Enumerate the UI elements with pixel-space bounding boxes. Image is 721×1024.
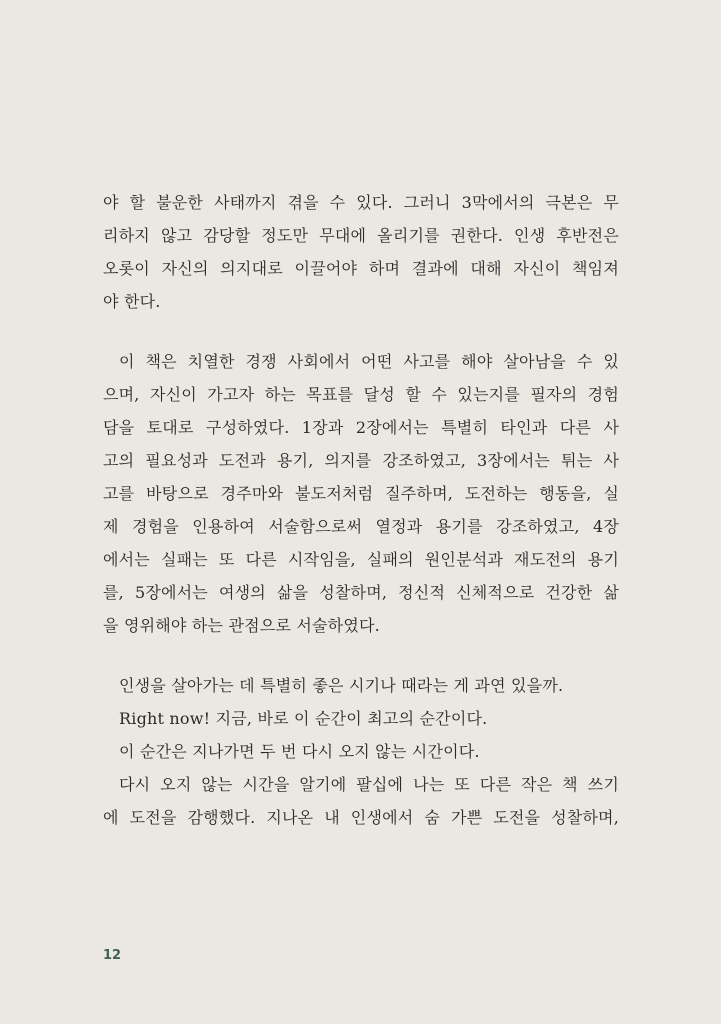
text-line: 을 영위해야 하는 관점으로 서술하였다.: [103, 616, 380, 635]
text-line: 다시 오지 않는 시간을 알기에 팔십에 나는 또 다른 작은 책 쓰기: [119, 775, 619, 794]
page-body: [103, 186, 619, 834]
text-line: 리하지 않고 감당할 정도만 무대에 올리기를 권한다. 인생 후반전은: [103, 226, 619, 245]
text-line: Right now! 지금, 바로 이 순간이 최고의 순간이다.: [119, 709, 488, 728]
paragraph-spacer: [103, 642, 619, 669]
paragraph-3: [103, 669, 619, 834]
paragraph-2: [103, 345, 619, 642]
text-line: 고의 필요성과 도전과 용기, 의지를 강조하였고, 3장에서는 튀는 사: [103, 451, 619, 470]
paragraph-spacer: [103, 318, 619, 345]
text-line: 이 순간은 지나가면 두 번 다시 오지 않는 시간이다.: [119, 742, 480, 761]
text-line: 고를 바탕으로 경주마와 불도저처럼 질주하며, 도전하는 행동을, 실: [103, 484, 619, 503]
text-line: 인생을 살아가는 데 특별히 좋은 시기나 때라는 게 과연 있을까.: [119, 676, 564, 695]
text-line: 에서는 실패는 또 다른 시작임을, 실패의 원인분석과 재도전의 용기: [103, 550, 619, 569]
text-line: 야 할 불운한 사태까지 겪을 수 있다. 그러니 3막에서의 극본은 무: [103, 193, 619, 212]
text-line: 이 책은 치열한 경쟁 사회에서 어떤 사고를 해야 살아남을 수 있: [119, 352, 619, 371]
text-line: 에 도전을 감행했다. 지나온 내 인생에서 숨 가쁜 도전을 성찰하며,: [103, 808, 619, 827]
text-line: 담을 토대로 구성하였다. 1장과 2장에서는 특별히 타인과 다른 사: [103, 418, 619, 437]
text-line: 제 경험을 인용하여 서술함으로써 열정과 용기를 강조하였고, 4장: [103, 517, 619, 536]
text-line: 오롯이 자신의 의지대로 이끌어야 하며 결과에 대해 자신이 책임져: [103, 259, 619, 278]
text-line: 야 한다.: [103, 292, 161, 311]
text-line: 를, 5장에서는 여생의 삶을 성찰하며, 정신적 신체적으로 건강한 삶: [103, 583, 619, 602]
page-number: 12: [103, 948, 122, 963]
text-line: 으며, 자신이 가고자 하는 목표를 달성 할 수 있는지를 필자의 경험: [103, 385, 619, 404]
paragraph-1: [103, 186, 619, 318]
